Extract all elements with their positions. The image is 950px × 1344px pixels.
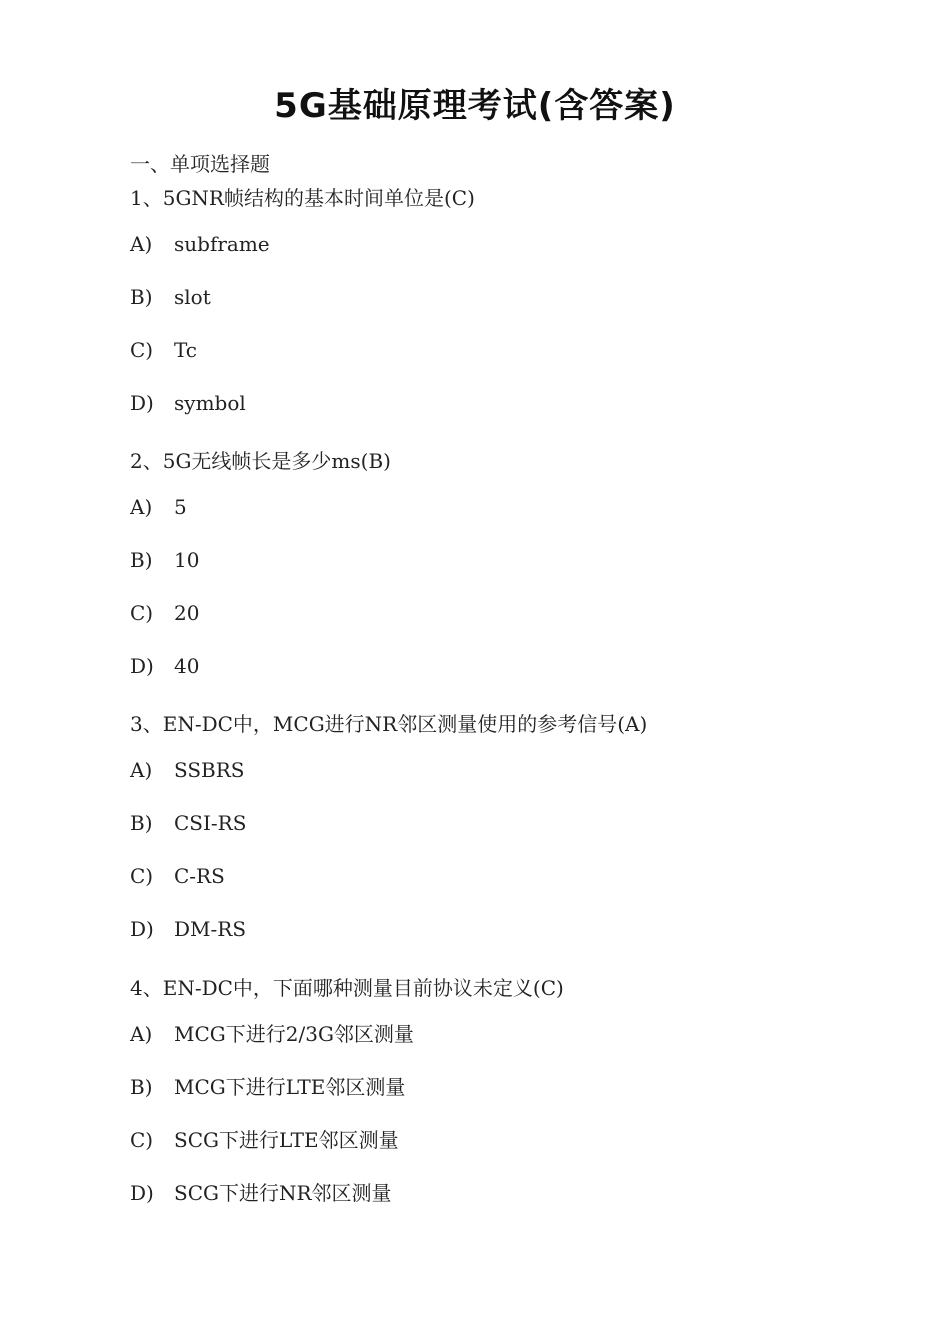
option-item — [130, 481, 890, 534]
option-letter: C) — [130, 601, 154, 625]
option-item — [130, 744, 890, 797]
question-text: 3、EN-DC中，MCG进行NR邻区测量使用的参考信号(A) — [130, 712, 648, 736]
option-item — [130, 850, 890, 903]
question-block — [130, 182, 890, 430]
option-text: 20 — [174, 601, 200, 625]
question-block — [130, 708, 890, 956]
option-text: 10 — [174, 548, 200, 572]
option-letter: A) — [130, 232, 153, 256]
option-item — [130, 377, 890, 430]
option-text: symbol — [174, 391, 246, 415]
option-letter: D) — [130, 391, 154, 415]
question-text: 2、5G无线帧长是多少ms(B) — [130, 449, 391, 473]
option-text: 40 — [174, 654, 200, 678]
option-text: DM-RS — [174, 917, 247, 941]
option-item — [130, 218, 890, 271]
option-letter: A) — [130, 1022, 153, 1046]
option-letter: B) — [130, 285, 153, 309]
option-letter: B) — [130, 811, 153, 835]
option-letter: C) — [130, 1128, 154, 1152]
option-letter: D) — [130, 654, 154, 678]
option-item — [130, 1061, 890, 1114]
option-text: Tc — [174, 338, 197, 362]
question-block — [130, 972, 890, 1220]
section-heading: 一、单项选择题 — [130, 152, 270, 176]
option-item — [130, 903, 890, 956]
option-text: C-RS — [174, 864, 225, 888]
option-text: SCG下进行NR邻区测量 — [174, 1181, 392, 1205]
option-item — [130, 1167, 890, 1220]
question-block — [130, 445, 890, 693]
option-item — [130, 324, 890, 377]
option-item — [130, 534, 890, 587]
option-text: subframe — [174, 232, 270, 256]
question-text: 4、EN-DC中，下面哪种测量目前协议未定义(C) — [130, 976, 564, 1000]
option-item — [130, 1114, 890, 1167]
option-item — [130, 640, 890, 693]
option-letter: B) — [130, 548, 153, 572]
option-text: 5 — [174, 495, 187, 519]
option-letter: C) — [130, 864, 154, 888]
option-item — [130, 797, 890, 850]
question-text: 1、5GNR帧结构的基本时间单位是(C) — [130, 186, 475, 210]
document-title: 5G基础原理考试(含答案) — [274, 86, 676, 126]
option-letter: D) — [130, 917, 154, 941]
option-text: SSBRS — [174, 758, 245, 782]
option-letter: A) — [130, 495, 153, 519]
option-text: MCG下进行2/3G邻区测量 — [174, 1022, 414, 1046]
option-letter: B) — [130, 1075, 153, 1099]
option-text: CSI-RS — [174, 811, 247, 835]
option-item — [130, 1008, 890, 1061]
option-text: SCG下进行LTE邻区测量 — [174, 1128, 399, 1152]
option-letter: D) — [130, 1181, 154, 1205]
option-letter: A) — [130, 758, 153, 782]
option-text: slot — [174, 285, 211, 309]
option-text: MCG下进行LTE邻区测量 — [174, 1075, 406, 1099]
option-item — [130, 271, 890, 324]
option-letter: C) — [130, 338, 154, 362]
option-item — [130, 587, 890, 640]
